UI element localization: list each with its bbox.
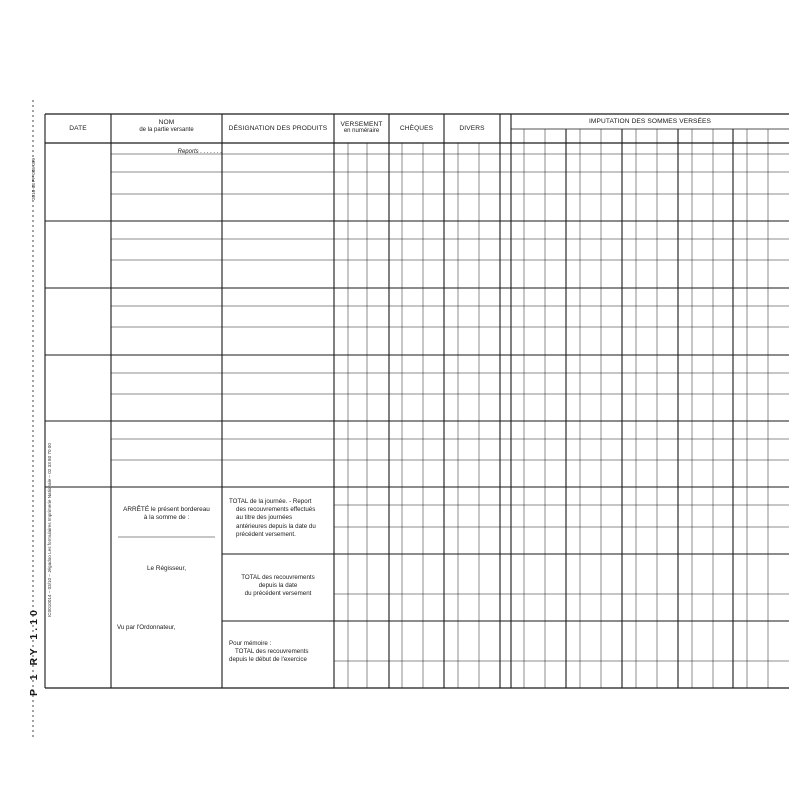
header-nom: NOM — [158, 119, 175, 126]
total-recouvrements-line: du précédent versement — [244, 590, 312, 598]
printer-credit: IC0010014 – 03/10 – Jégadoo Les formulaires Imprimerie Nationale – 02 33 80 70 00 — [47, 443, 52, 617]
header-versement: VERSEMENT — [340, 121, 383, 128]
total-journee-line: antérieures depuis la date du — [236, 522, 316, 530]
header-cheques: CHÈQUES — [399, 125, 434, 132]
memoire-line: TOTAL des recouvrements — [235, 648, 309, 656]
memoire-line: Pour mémoire : — [229, 640, 272, 647]
total-recouvrements-line: TOTAL des recouvrements — [241, 574, 315, 581]
total-journee-text — [229, 498, 327, 539]
top-form-code: 2010-03 PF 005 099 — [31, 158, 36, 200]
total-journee-line: des recouvrements effectués — [236, 506, 316, 514]
header-designation: DÉSIGNATION DES PRODUITS — [228, 125, 328, 132]
arrete-line-1: ARRÊTÉ le présent bordereau — [123, 506, 210, 513]
total-recouvrements-line: depuis la date — [258, 582, 298, 590]
total-journee-line: TOTAL de la journée. - Report — [229, 498, 312, 505]
total-journee-line: au titre des journées — [236, 514, 293, 522]
total-recouvrements-text — [222, 574, 334, 599]
memoire-text — [229, 640, 333, 665]
header-imputation: IMPUTATION DES SOMMES VERSÉES — [588, 118, 712, 125]
reports-label: Reports . . . . . . . — [177, 149, 222, 155]
memoire-line: depuis le début de l'exercice — [229, 656, 307, 664]
form-reference: P 1 RY 1.10 — [28, 607, 40, 696]
total-journee-line: précédent versement. — [236, 530, 296, 538]
arrete-line-2: à la somme de : — [143, 514, 190, 521]
header-date: DATE — [69, 125, 87, 132]
regisseur-label: Le Régisseur, — [146, 565, 187, 572]
header-nom-subtitle: de la partie versante — [139, 127, 194, 133]
header-divers: DIVERS — [459, 125, 485, 132]
header-versement-subtitle: en numéraire — [343, 128, 380, 134]
ordonnateur-label: Vu par l'Ordonnateur, — [117, 624, 176, 631]
